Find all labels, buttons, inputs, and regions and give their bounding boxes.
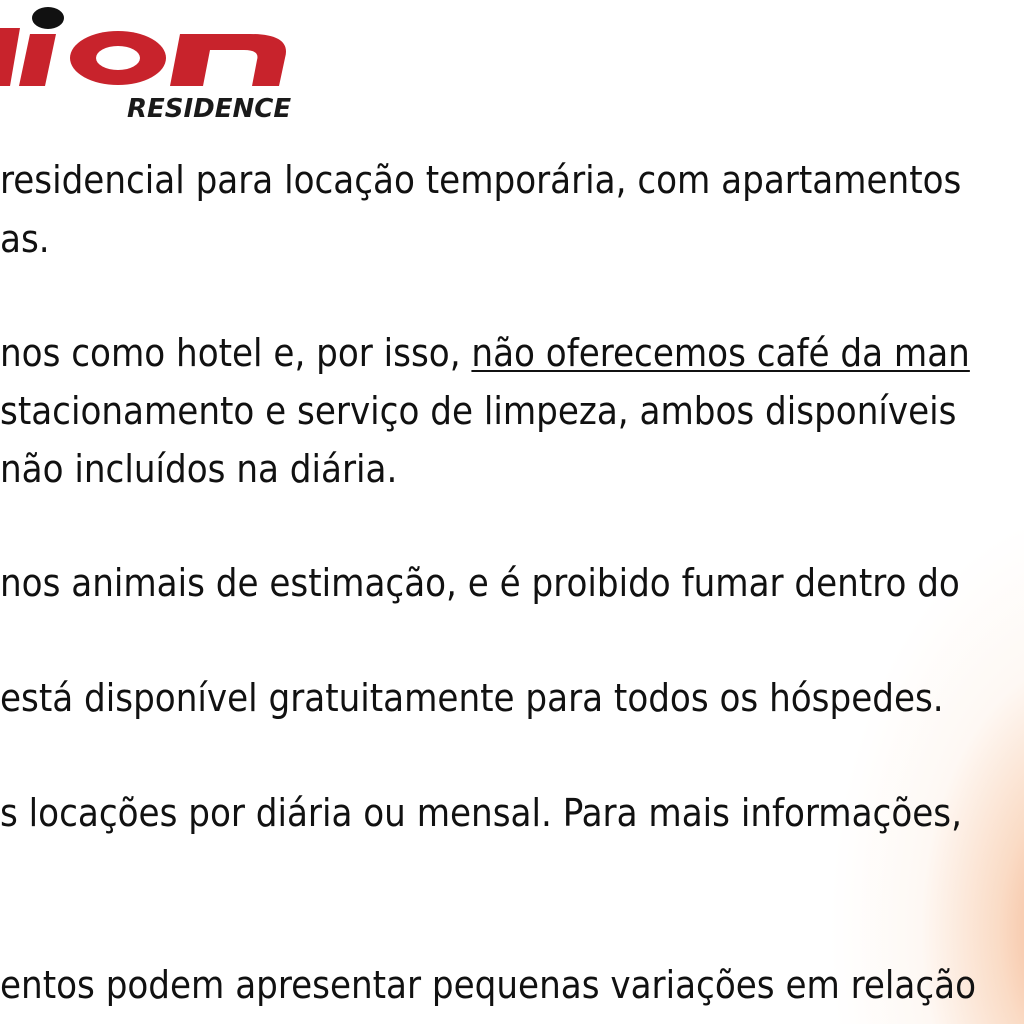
text-line-9: entos podem apresentar pequenas variações em relação bbox=[0, 963, 976, 1007]
logo-residence-text: RESIDENCE bbox=[127, 94, 292, 124]
text-line-5: não incluídos na diária. bbox=[0, 447, 398, 491]
text-line-6: nos animais de estimação, e é proibido fumar dentro do bbox=[0, 561, 960, 605]
text-line-3-start: nos como hotel e, por isso, bbox=[0, 331, 472, 375]
text-line-3 bbox=[0, 330, 970, 376]
logo-wordmark-graphic bbox=[0, 0, 310, 100]
text-line-1: residencial para locação temporária, com apartamentos bbox=[0, 158, 962, 202]
text-line-8: s locações por diária ou mensal. Para mais informações, bbox=[0, 791, 962, 835]
text-line-2: as. bbox=[0, 217, 50, 261]
text-line-7: está disponível gratuitamente para todos os hóspedes. bbox=[0, 676, 944, 720]
brand-logo bbox=[0, 0, 310, 135]
underlined-breakfast-notice: não oferecemos café da man bbox=[471, 331, 970, 375]
text-line-4: stacionamento e serviço de limpeza, ambos disponíveis bbox=[0, 389, 957, 433]
